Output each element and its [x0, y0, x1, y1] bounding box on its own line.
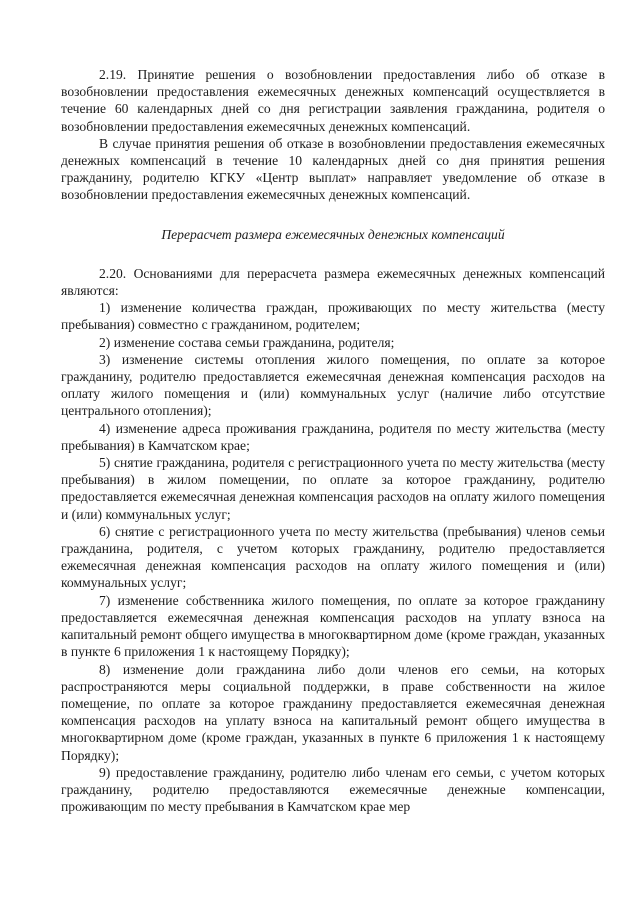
list-item-7: 7) изменение собственника жилого помещения, по оплате за которое гражданину предоставляется ежемесячная денежная компенсация расходов на уплату взноса на капитальный ремонт общего имущества в многоквартирном доме (кроме граждан, указанных в пункте 6 приложения 1 к настоящему Порядку);: [61, 592, 605, 660]
paragraph-refusal-notice: В случае принятия решения об отказе в возобновлении предоставления ежемесячных денежных компенсаций в течение 10 календарных дней со дня принятия решения гражданину, родителю КГКУ «Центр выплат» направляет уведомление об отказе в возобновлении предоставления ежемесячных денежных компенсаций.: [61, 135, 605, 203]
list-item-5: 5) снятие гражданина, родителя с регистрационного учета по месту жительства (месту пребывания) в жилом помещении, по оплате за которое гражданину, родителю предоставляется ежемесячная денежная компенсация расходов на оплату жилого помещения и (или) коммунальных услуг;: [61, 455, 605, 522]
list-item-9: 9) предоставление гражданину, родителю либо членам его семьи, с учетом которых гражданину, родителю предоставляются ежемесячные денежные компенсации, проживающим по месту пребывания в Камчатском крае мер: [61, 764, 605, 815]
list-item-1: 1) изменение количества граждан, проживающих по месту жительства (месту пребывания) совместно с гражданином, родителем;: [61, 300, 605, 333]
paragraph-2-20: 2.20. Основаниями для перерасчета размера ежемесячных денежных компенсаций являются:: [61, 265, 605, 299]
list-item-4: 4) изменение адреса проживания гражданина, родителя по месту жительства (месту пребывания) в Камчатском крае;: [61, 420, 605, 453]
list-item-2: 2) изменение состава семьи гражданина, родителя;: [99, 334, 395, 350]
section-heading: Перерасчет размера ежемесячных денежных компенсаций: [161, 226, 505, 242]
paragraph-2-19: 2.19. Принятие решения о возобновлении предоставления либо об отказе в возобновлении предоставления ежемесячных денежных компенсаций осуществляется в течение 60 календарных дней со дня регистрации заявления гражданина, родителя о возобновлении предоставления ежемесячных денежных компенсаций.: [61, 67, 605, 134]
list-item-3: 3) изменение системы отопления жилого помещения, по оплате за которое гражданину, родителю предоставляется ежемесячная денежная компенсация расходов на оплату жилого помещения и (или) коммунальных услуг (наличие либо отсутствие центрального отопления);: [61, 351, 605, 419]
list-item-6: 6) снятие с регистрационного учета по месту жительства (пребывания) членов семьи гражданина, родителя, с учетом которых гражданину, родителю предоставляется ежемесячная денежная компенсация расходов на оплату жилого помещения и (или) коммунальных услуг;: [61, 523, 605, 591]
list-item-8: 8) изменение доли гражданина либо доли членов его семьи, на которых распространяются меры социальной поддержки, в праве собственности на жилое помещение, по оплате за которое гражданину предоставляется ежемесячная денежная компенсация расходов на уплату взноса на капитальный ремонт общего имущества в многоквартирном доме (кроме граждан, указанных в пункте 6 приложения 1 к настоящему Порядку);: [61, 661, 605, 763]
